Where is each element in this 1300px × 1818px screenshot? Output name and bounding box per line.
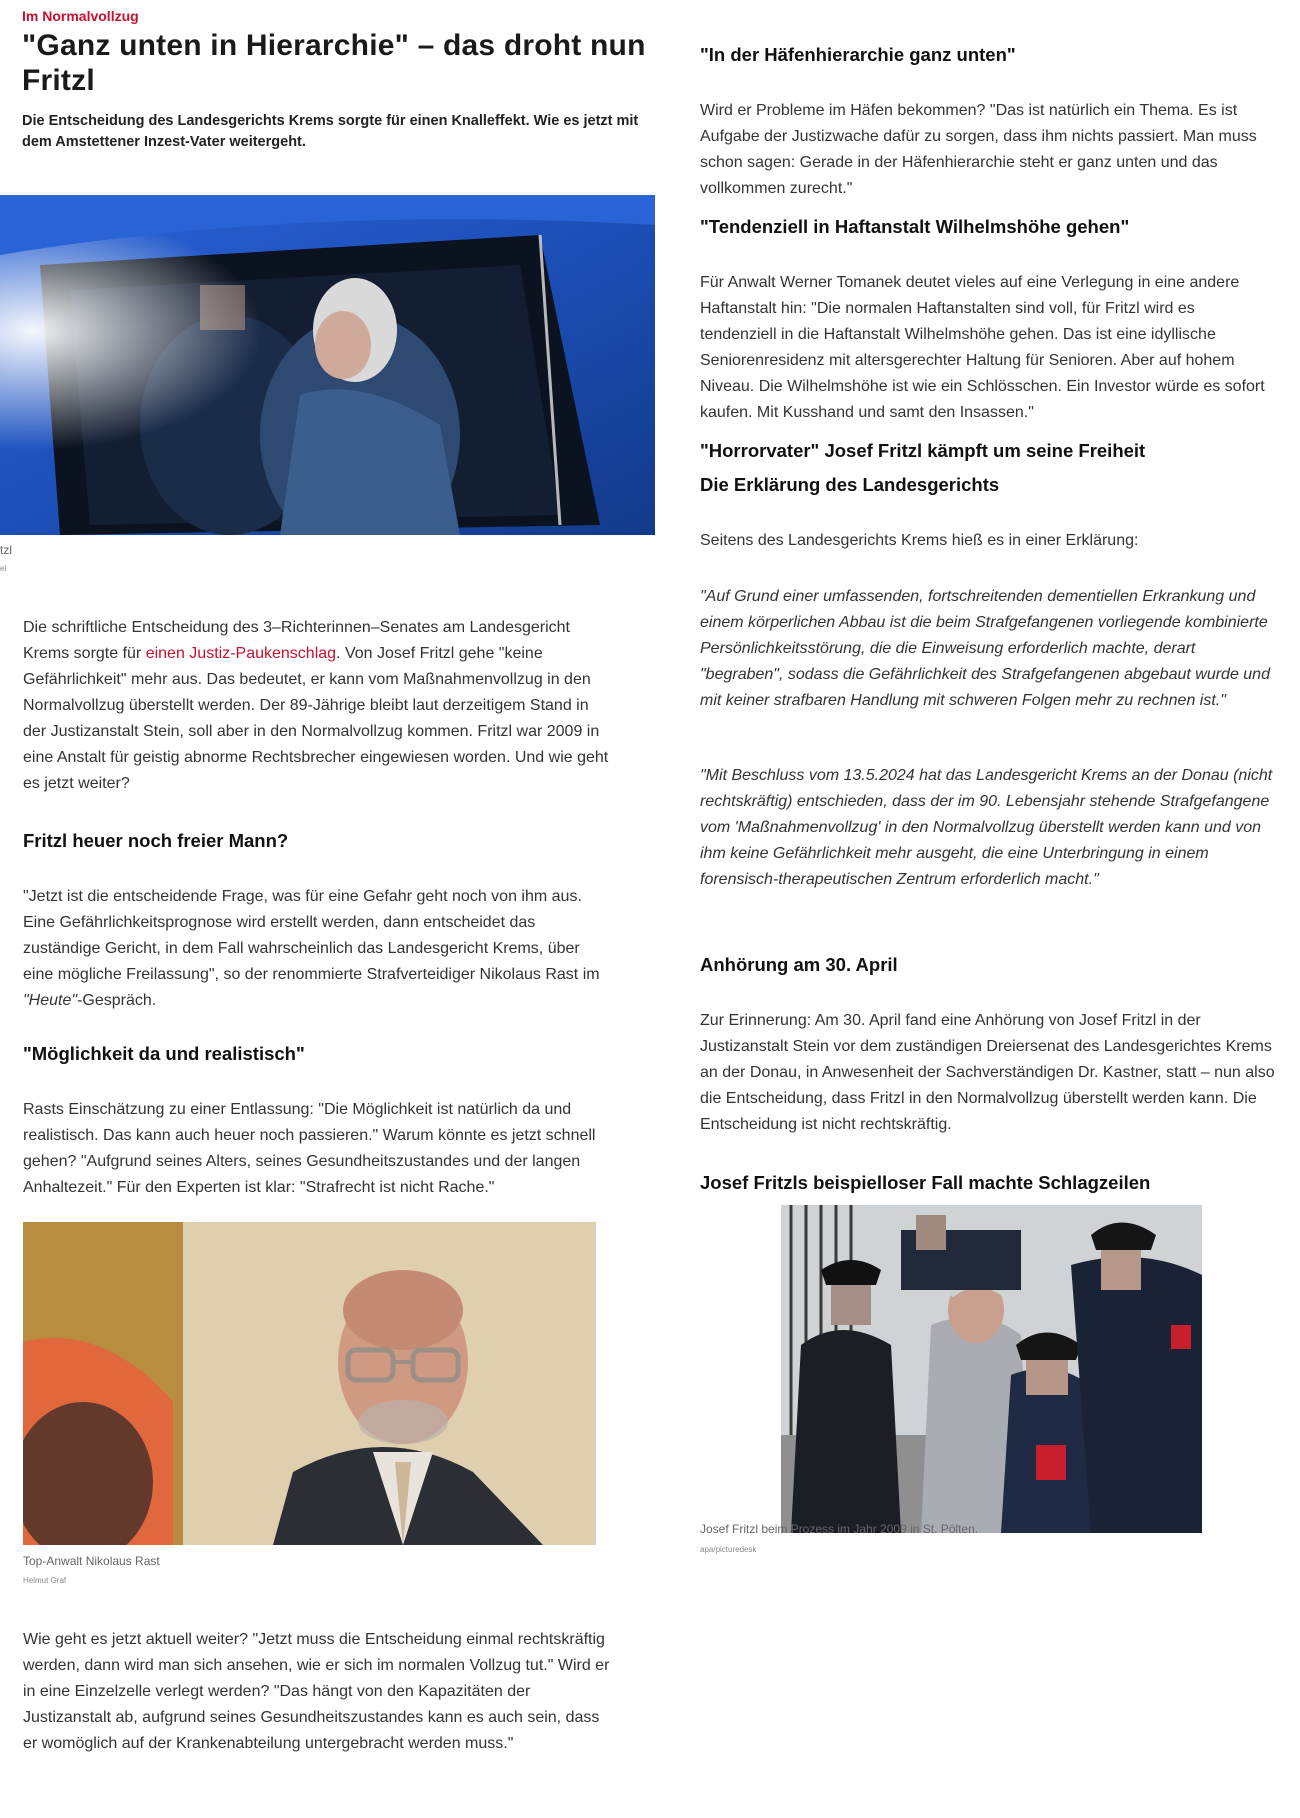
- paragraph-aktuell: Wie geht es jetzt aktuell weiter? "Jetzt muss die Entscheidung einmal rechtskräftig werden, dann wird man sich ansehen, wie er sich im normalen Vollzug tut." Wird er in eine Einzelzelle verlegt werden? "Das hängt von den Kapazitäten der Justizanstalt ab, aufgrund seines Gesundheitszustandes kann es auch sein, dass er womöglich auf der Krankenabteilung untergebracht werden muss.": [23, 1631, 610, 1752]
- court-quote-1: "Auf Grund einer umfassenden, fortschreitenden dementiellen Erkrankung und einem körperlichen Abbau ist die beim Strafgefangenen vorliegende kombinierte Persönlichkeitsstörung, die die Einweisung erforderlich machte, derart "begraben", sodass die Gefährlichkeit des Strafgefangenen abgebaut wurde und mit keiner strafbaren Handlung mit schweren Folgen mehr zu rechnen ist.": [700, 588, 1270, 709]
- rast-caption: Top-Anwalt Nikolaus Rast: [23, 1554, 160, 1568]
- heading-anhoerung: Anhörung am 30. April: [700, 954, 898, 975]
- article-kicker: Im Normalvollzug: [22, 8, 139, 24]
- heading-haefen: "In der Häfenhierarchie ganz unten": [700, 44, 1016, 65]
- heading-erklaerung: Die Erklärung des Landesgerichts: [700, 474, 1000, 495]
- paragraph-anhoerung: Zur Erinnerung: Am 30. April fand eine Anhörung von Josef Fritzl in der Justizanstalt Stein vor dem zuständigen Dreiersenat des Landesgerichtes Krems an der Donau, in Anwesenheit der Sachverständigen Dr. Kastner, statt – nun also die Entscheidung, dass Fritzl in den Normalvollzug überstellt werden kann. Die Entscheidung ist nicht rechtskräftig.: [700, 1012, 1275, 1133]
- paragraph-tomanek: Für Anwalt Werner Tomanek deutet vieles auf eine Verlegung in eine andere Haftanstalt hin: "Die normalen Haftanstalten sind voll, für Fritzl wird es tendenziell in die Haftanstalt Wilhelmshöhe gehen. Das ist eine idyllische Seniorenresidenz mit altersgerechter Haltung für Senioren. Aber auf hohem Niveau. Die Wilhelmshöhe ist wie ein Schlösschen. Ein Investor würde es sofort kaufen. Mit Kusshand und samt den Insassen.": [700, 274, 1265, 421]
- court-quote-2: "Mit Beschluss vom 13.5.2024 hat das Landesgericht Krems an der Donau (nicht rechtskräftig) entschieden, dass der im 90. Lebensjahr stehende Strafgefangene vom 'Maßnahmenvollzug' in den Normalvollzug überstellt werden kann und von ihm keine Gefährlichkeit mehr ausgeht, die eine Unterbringung in einem forensisch-therapeutischen Zentrum erforderlich macht.": [700, 767, 1273, 888]
- trial-photo[interactable]: [781, 1205, 1202, 1533]
- heading-wilhelmshoehe: "Tendenziell in Haftanstalt Wilhelmshöhe gehen": [700, 216, 1130, 237]
- hero-caption: tzl: [0, 543, 12, 557]
- paragraph-seitens: Seitens des Landesgerichts Krems hieß es in einer Erklärung:: [700, 532, 1139, 549]
- related-article-link[interactable]: "Horrorvater" Josef Fritzl kämpft um seine Freiheit: [700, 440, 1146, 461]
- heading-freier-mann: Fritzl heuer noch freier Mann?: [23, 830, 289, 851]
- paragraph-haefen: Wird er Probleme im Häfen bekommen? "Das ist natürlich ein Thema. Es ist Aufgabe der Justizwache dafür zu sorgen, dass ihm nichts passiert. Man muss schon sagen: Gerade in der Häfenhierarchie steht er ganz unten und das vollkommen zurecht.": [700, 102, 1257, 197]
- trial-illustration: [781, 1205, 1202, 1533]
- rast-photo[interactable]: [23, 1222, 596, 1545]
- rast-credit: Helmut Graf: [23, 1576, 67, 1585]
- left-column: [0, 0, 670, 153]
- police-van-illustration: [0, 195, 655, 535]
- lawyer-portrait-illustration: [23, 1222, 596, 1545]
- hero-photo[interactable]: [0, 195, 655, 535]
- paragraph-einschaetzung: Rasts Einschätzung zu einer Entlassung: "Die Möglichkeit ist natürlich da und realistisch. Das kann auch heuer noch passieren." Warum könnte es jetzt schnell gehen? "Aufgrund seines Alters, seines Gesundheitszustandes und der langen Anhaltezeit." Für den Experten ist klar: "Strafrecht ist nicht Rache.": [23, 1101, 596, 1196]
- article-headline: "Ganz unten in Hierarchie" – das droht nun Fritzl: [22, 29, 646, 97]
- heading-schlagzeilen: Josef Fritzls beispielloser Fall machte Schlagzeilen: [700, 1172, 1151, 1193]
- article-lead: Die Entscheidung des Landesgerichts Krems sorgte für einen Knalleffekt. Wie es jetzt mit dem Amstettener Inzest-Vater weitergeht.: [22, 113, 639, 150]
- justiz-paukenschlag-link[interactable]: einen Justiz-Paukenschlag: [145, 645, 337, 662]
- paragraph-rast-quote: "Jetzt ist die entscheidende Frage, was für eine Gefahr geht noch von ihm aus. Eine Gefährlichkeitsprognose wird erstellt werden, dann entscheidet das zuständige Gericht, in dem Fall wahrscheinlich das Landesgericht Krems, über eine mögliche Freilassung", so der renommierte Strafverteidiger Nikolaus Rast im "Heute"-Gespräch.: [23, 888, 600, 1009]
- trial-credit: apa/picturedesk: [700, 1545, 757, 1554]
- paragraph-intro: Die schriftliche Entscheidung des 3–Richterinnen–Senates am Landesgericht Krems sorgte für einen Justiz-Paukenschlag. Von Josef Fritzl gehe "keine Gefährlichkeit" mehr aus. Das bedeutet, er kann vom Maßnahmenvollzug in den Normalvollzug überstellt werden. Der 89-Jährige bleibt laut derzeitigem Stand in der Justizanstalt Stein, soll aber in den Normalvollzug kommen. Fritzl war 2009 in eine Anstalt für geistig abnorme Rechtsbrecher eingewiesen worden. Und wie geht es jetzt weiter?: [23, 619, 609, 792]
- heading-moeglichkeit: "Möglichkeit da und realistisch": [23, 1043, 305, 1064]
- hero-credit: el: [0, 564, 7, 573]
- trial-caption: Josef Fritzl beim Prozess im Jahr 2009 in St. Pölten.: [700, 1522, 979, 1536]
